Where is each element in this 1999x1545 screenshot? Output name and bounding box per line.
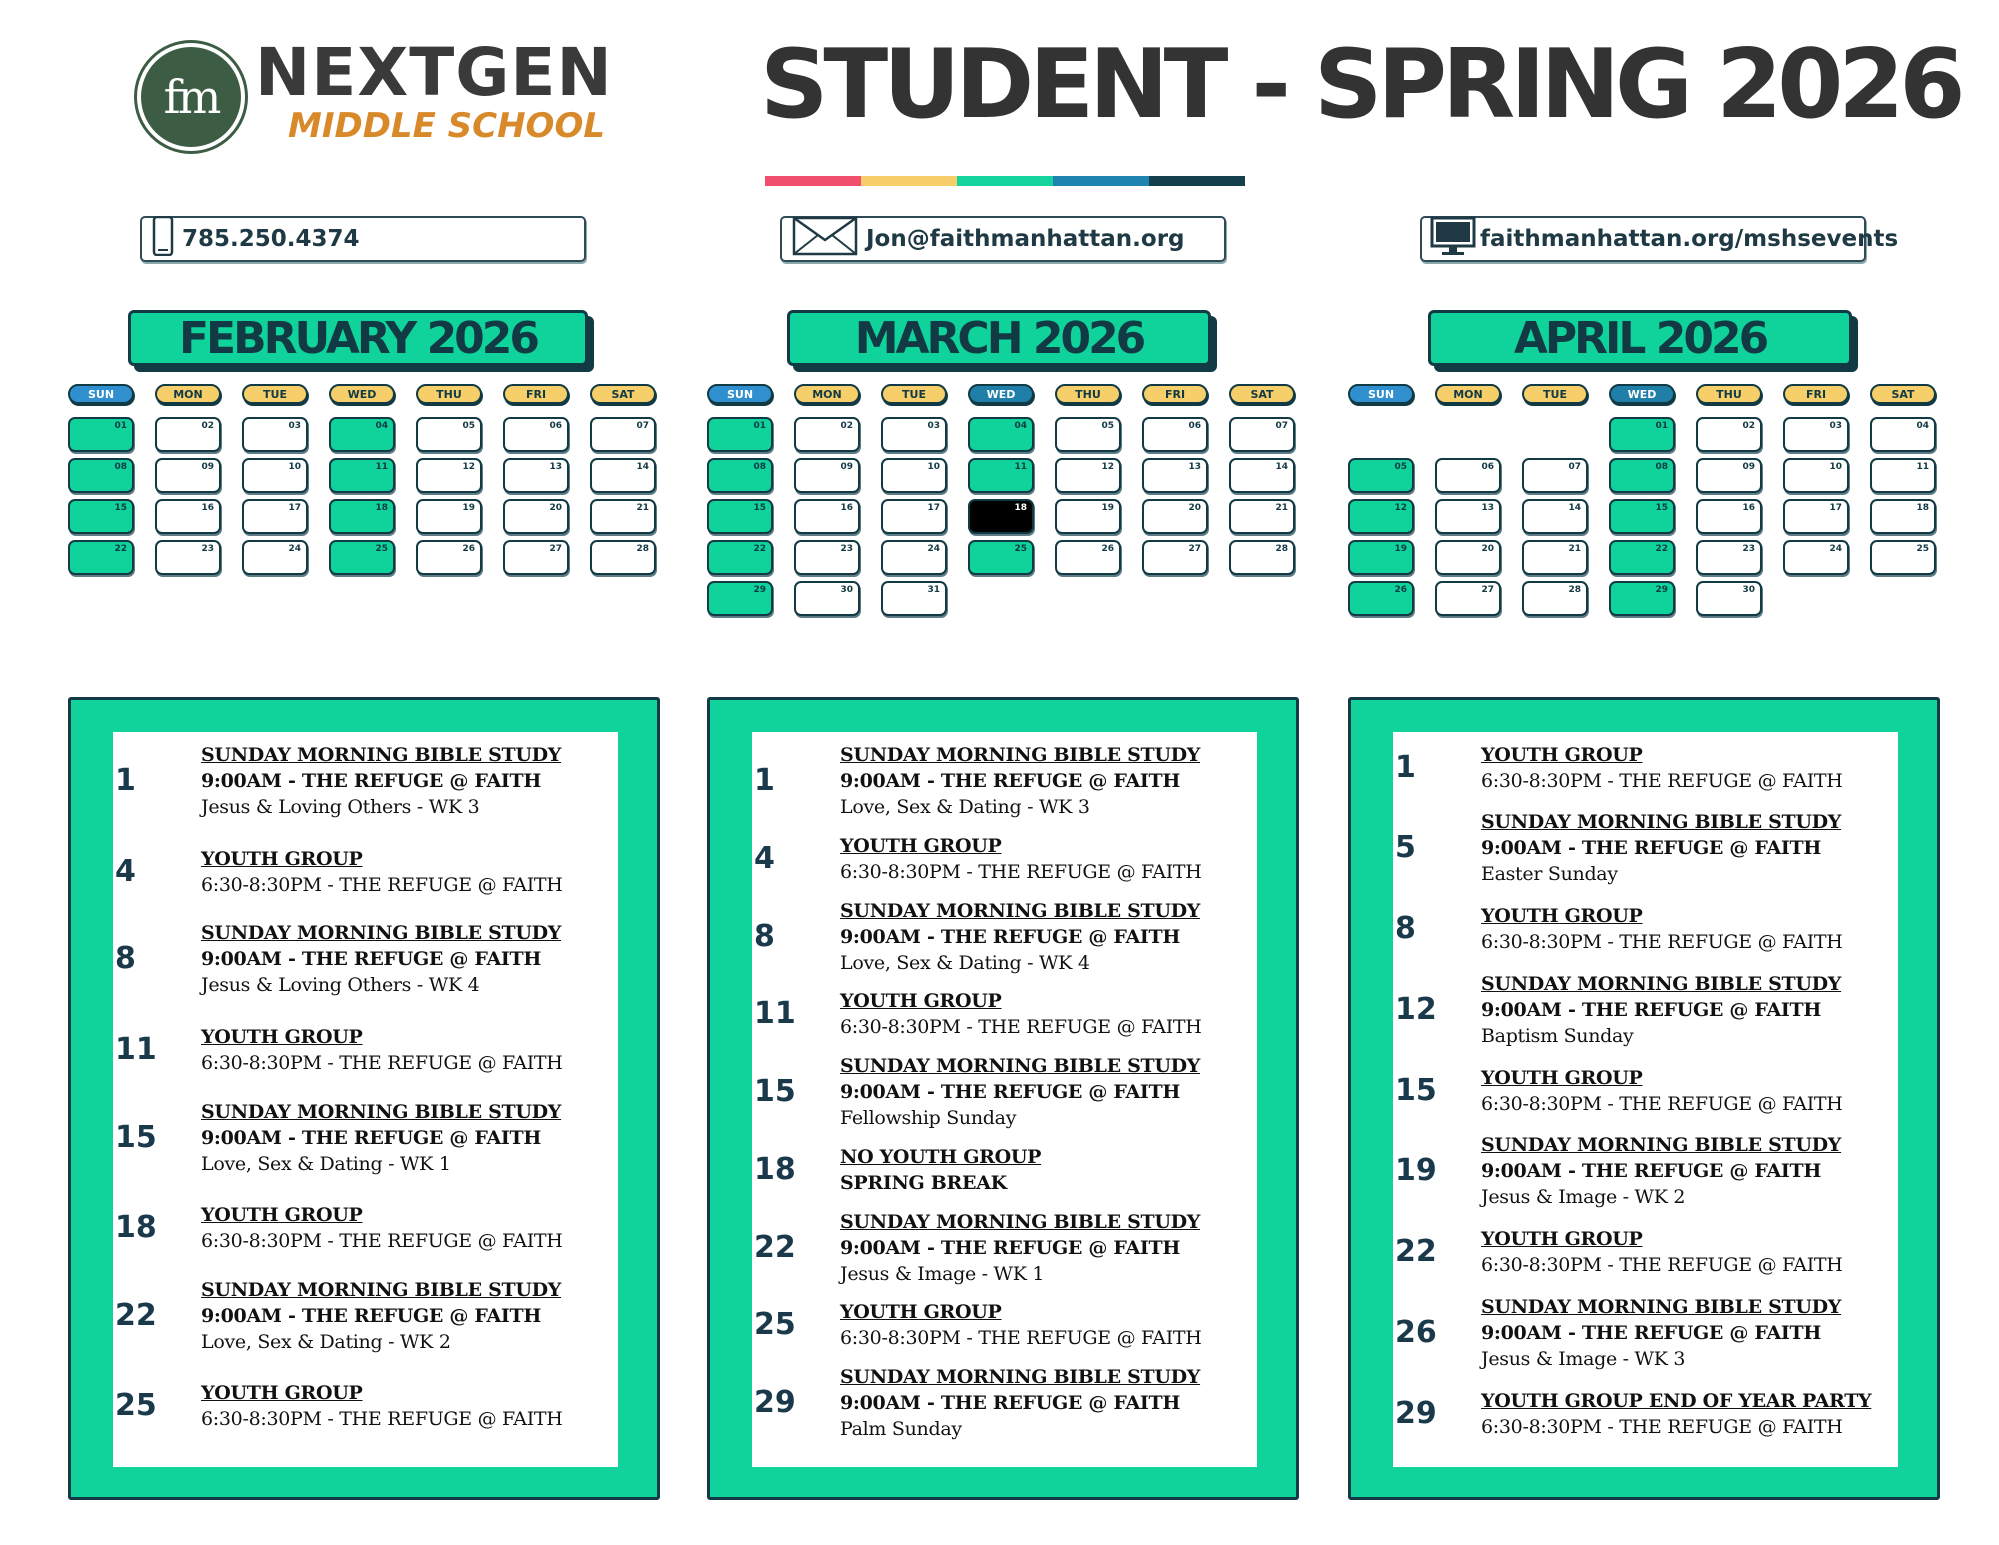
calendar-day-february-13: 13: [503, 458, 569, 493]
calendar-day-february-20: 20: [503, 499, 569, 534]
event-time: 6:30-8:30PM - THE REFUGE @ FAITH: [201, 873, 563, 896]
event-day-number: 1: [754, 763, 775, 798]
event-day-number: 8: [115, 941, 136, 977]
event-time: 9:00AM - THE REFUGE @ FAITH: [1481, 1321, 1822, 1344]
calendar-day-february-24: 24: [242, 540, 308, 575]
weekday-sun: SUN: [68, 384, 134, 404]
event-day-number: 15: [115, 1119, 157, 1155]
event-time: 6:30-8:30PM - THE REFUGE @ FAITH: [201, 1051, 563, 1074]
event-time: 9:00AM - THE REFUGE @ FAITH: [1481, 998, 1822, 1021]
calendar-day-february-23: 23: [155, 540, 221, 575]
event-title: YOUTH GROUP: [840, 1301, 1002, 1324]
calendar-day-april-26: 26: [1348, 581, 1414, 616]
calendar-day-february-11: 11: [329, 458, 395, 493]
phone-icon: [152, 216, 174, 262]
calendar-day-february-17: 17: [242, 499, 308, 534]
weekday-tue: TUE: [881, 384, 947, 404]
calendar-day-march-20: 20: [1142, 499, 1208, 534]
calendar-day-march-30: 30: [794, 581, 860, 616]
phone-box[interactable]: [140, 216, 586, 262]
event-day-number: 29: [1395, 1395, 1437, 1431]
events-panel-april: [1348, 697, 1940, 1500]
event-day-number: 11: [115, 1031, 157, 1067]
calendar-day-march-13: 13: [1142, 458, 1208, 493]
calendar-day-april-30: 30: [1696, 581, 1762, 616]
calendar-day-march-7: 07: [1229, 417, 1295, 452]
calendar-day-april-27: 27: [1435, 581, 1501, 616]
website-url: faithmanhattan.org/mshsevents: [1480, 226, 1899, 252]
event-title: YOUTH GROUP END OF YEAR PARTY: [1481, 1389, 1872, 1412]
event-time: 9:00AM - THE REFUGE @ FAITH: [201, 948, 542, 971]
event-day-number: 15: [754, 1074, 796, 1110]
logo-name: NEXTGEN: [255, 34, 613, 111]
events-list: [752, 732, 1257, 1467]
calendar-day-march-28: 28: [1229, 540, 1295, 575]
weekday-sun: SUN: [1348, 384, 1414, 404]
event-title: SUNDAY MORNING BIBLE STUDY: [840, 899, 1201, 922]
event-title: SUNDAY MORNING BIBLE STUDY: [1481, 1295, 1842, 1318]
event-topic: Jesus & Image - WK 3: [1481, 1347, 1686, 1370]
calendar-day-april-23: 23: [1696, 540, 1762, 575]
event-day-number: 4: [115, 853, 136, 889]
color-bar-segment: [861, 176, 957, 186]
event-day-number: 15: [1395, 1072, 1437, 1108]
event-title: YOUTH GROUP: [1481, 905, 1643, 928]
event-day-number: 1: [1395, 750, 1416, 785]
calendar-day-april-4: 04: [1870, 417, 1936, 452]
calendar-day-march-19: 19: [1055, 499, 1121, 534]
event-time: 9:00AM - THE REFUGE @ FAITH: [840, 770, 1181, 792]
event-day-number: 8: [1395, 911, 1416, 947]
events-panel-february: [68, 697, 660, 1500]
calendar-day-march-21: 21: [1229, 499, 1295, 534]
weekday-sat: SAT: [1870, 384, 1936, 404]
calendar-day-march-14: 14: [1229, 458, 1295, 493]
event-topic: Jesus & Loving Others - WK 3: [201, 796, 480, 818]
event-day-number: 22: [115, 1297, 157, 1333]
event-title: SUNDAY MORNING BIBLE STUDY: [1481, 811, 1842, 834]
event-topic: Jesus & Image - WK 2: [1481, 1186, 1686, 1209]
weekday-tue: TUE: [242, 384, 308, 404]
event-title: SUNDAY MORNING BIBLE STUDY: [840, 1210, 1201, 1233]
weekday-fri: FRI: [1783, 384, 1849, 404]
calendar-day-march-23: 23: [794, 540, 860, 575]
events-list: [1393, 732, 1898, 1467]
event-day-number: 26: [1395, 1314, 1437, 1350]
month-header-april: APRIL 2026: [1428, 310, 1852, 366]
event-time: 9:00AM - THE REFUGE @ FAITH: [840, 1081, 1181, 1104]
calendar-day-february-4: 04: [329, 417, 395, 452]
event-title: SUNDAY MORNING BIBLE STUDY: [201, 922, 562, 945]
calendar-day-april-17: 17: [1783, 499, 1849, 534]
event-time: 9:00AM - THE REFUGE @ FAITH: [840, 1236, 1181, 1259]
calendar-day-april-13: 13: [1435, 499, 1501, 534]
calendar-day-march-17: 17: [881, 499, 947, 534]
event-day-number: 22: [1395, 1234, 1437, 1270]
event-day-number: 4: [754, 840, 775, 876]
calendar-day-march-6: 06: [1142, 417, 1208, 452]
event-title: SUNDAY MORNING BIBLE STUDY: [840, 744, 1201, 766]
logo-subtitle: MIDDLE SCHOOL: [288, 106, 606, 146]
event-time: 6:30-8:30PM - THE REFUGE @ FAITH: [840, 1016, 1202, 1039]
event-title: SUNDAY MORNING BIBLE STUDY: [201, 1100, 562, 1123]
event-title: SUNDAY MORNING BIBLE STUDY: [840, 1055, 1201, 1078]
calendar-day-february-18: 18: [329, 499, 395, 534]
calendar-day-february-25: 25: [329, 540, 395, 575]
calendar-day-april-6: 06: [1435, 458, 1501, 493]
weekday-thu: THU: [416, 384, 482, 404]
events-panel-march: [707, 697, 1299, 1500]
calendar-day-april-14: 14: [1522, 499, 1588, 534]
calendar-day-march-24: 24: [881, 540, 947, 575]
calendar-day-april-15: 15: [1609, 499, 1675, 534]
weekday-sat: SAT: [1229, 384, 1295, 404]
weekday-mon: MON: [794, 384, 860, 404]
calendar-day-april-25: 25: [1870, 540, 1936, 575]
calendar-day-february-19: 19: [416, 499, 482, 534]
calendar-day-april-22: 22: [1609, 540, 1675, 575]
weekday-mon: MON: [1435, 384, 1501, 404]
event-time: 6:30-8:30PM - THE REFUGE @ FAITH: [201, 1230, 563, 1253]
calendar-day-april-24: 24: [1783, 540, 1849, 575]
calendar-day-april-20: 20: [1435, 540, 1501, 575]
event-topic: Love, Sex & Dating - WK 4: [840, 951, 1090, 974]
calendar-day-february-10: 10: [242, 458, 308, 493]
event-time: 9:00AM - THE REFUGE @ FAITH: [840, 925, 1181, 948]
calendar-day-february-12: 12: [416, 458, 482, 493]
event-title: SUNDAY MORNING BIBLE STUDY: [1481, 1134, 1842, 1157]
event-time: 9:00AM - THE REFUGE @ FAITH: [1481, 837, 1822, 860]
calendar-day-april-8: 08: [1609, 458, 1675, 493]
event-day-number: 18: [754, 1151, 796, 1187]
event-time: 9:00AM - THE REFUGE @ FAITH: [840, 1392, 1181, 1415]
event-title: SUNDAY MORNING BIBLE STUDY: [201, 744, 562, 766]
calendar-day-march-29: 29: [707, 581, 773, 616]
event-day-number: 18: [115, 1210, 157, 1246]
event-time: 6:30-8:30PM - THE REFUGE @ FAITH: [1481, 770, 1843, 792]
calendar-day-march-5: 05: [1055, 417, 1121, 452]
calendar-day-february-21: 21: [590, 499, 656, 534]
calendar-day-march-27: 27: [1142, 540, 1208, 575]
event-title: NO YOUTH GROUP: [840, 1145, 1042, 1168]
event-time: 6:30-8:30PM - THE REFUGE @ FAITH: [1481, 931, 1843, 954]
event-title: SUNDAY MORNING BIBLE STUDY: [201, 1278, 562, 1301]
weekday-thu: THU: [1055, 384, 1121, 404]
event-topic: Love, Sex & Dating - WK 1: [201, 1152, 451, 1175]
weekday-thu: THU: [1696, 384, 1762, 404]
calendar-day-february-28: 28: [590, 540, 656, 575]
calendar-day-february-26: 26: [416, 540, 482, 575]
event-time: 9:00AM - THE REFUGE @ FAITH: [1481, 1160, 1822, 1183]
event-day-number: 1: [115, 763, 136, 798]
calendar-day-april-12: 12: [1348, 499, 1414, 534]
event-time: 6:30-8:30PM - THE REFUGE @ FAITH: [1481, 1092, 1843, 1115]
month-header-march: MARCH 2026: [787, 310, 1211, 366]
event-time: 6:30-8:30PM - THE REFUGE @ FAITH: [840, 1327, 1202, 1350]
calendar-day-february-16: 16: [155, 499, 221, 534]
envelope-icon: [792, 216, 858, 262]
calendar-day-february-7: 07: [590, 417, 656, 452]
event-time: 6:30-8:30PM - THE REFUGE @ FAITH: [840, 860, 1202, 883]
calendar-day-march-8: 08: [707, 458, 773, 493]
calendar-day-february-27: 27: [503, 540, 569, 575]
calendar-day-march-4: 04: [968, 417, 1034, 452]
event-title: YOUTH GROUP: [201, 1025, 363, 1048]
event-topic: Love, Sex & Dating - WK 3: [840, 796, 1090, 818]
weekday-fri: FRI: [1142, 384, 1208, 404]
calendar-day-march-1: 01: [707, 417, 773, 452]
event-topic: Palm Sunday: [840, 1418, 962, 1441]
event-topic: Love, Sex & Dating - WK 2: [201, 1330, 451, 1353]
calendar-day-february-5: 05: [416, 417, 482, 452]
weekday-wed: WED: [329, 384, 395, 404]
event-time: 6:30-8:30PM - THE REFUGE @ FAITH: [1481, 1415, 1843, 1438]
calendar-day-february-1: 01: [68, 417, 134, 452]
event-title: YOUTH GROUP: [201, 847, 363, 870]
calendar-day-april-16: 16: [1696, 499, 1762, 534]
event-day-number: 25: [754, 1307, 796, 1343]
color-bar-segment: [1149, 176, 1245, 186]
event-topic: Easter Sunday: [1481, 863, 1618, 886]
email-address: Jon@faithmanhattan.org: [866, 226, 1185, 252]
event-title: YOUTH GROUP: [1481, 744, 1643, 766]
calendar-day-march-26: 26: [1055, 540, 1121, 575]
event-title: SUNDAY MORNING BIBLE STUDY: [840, 1366, 1201, 1389]
phone-number: 785.250.4374: [182, 226, 360, 252]
weekday-sun: SUN: [707, 384, 773, 404]
event-title: YOUTH GROUP: [840, 834, 1002, 857]
color-bar-segment: [1053, 176, 1149, 186]
email-box[interactable]: [780, 216, 1226, 262]
calendar-day-march-9: 09: [794, 458, 860, 493]
event-day-number: 11: [754, 996, 796, 1032]
calendar-day-march-3: 03: [881, 417, 947, 452]
calendar-day-march-16: 16: [794, 499, 860, 534]
calendar-day-march-11: 11: [968, 458, 1034, 493]
weekday-wed: WED: [1609, 384, 1675, 404]
color-bar: [765, 176, 1245, 186]
event-day-number: 5: [1395, 830, 1416, 866]
month-header-february: FEBRUARY 2026: [128, 310, 588, 366]
calendar-day-march-12: 12: [1055, 458, 1121, 493]
calendar-day-april-3: 03: [1783, 417, 1849, 452]
website-box[interactable]: [1420, 216, 1899, 262]
calendar-day-february-8: 08: [68, 458, 134, 493]
event-day-number: 25: [115, 1388, 157, 1424]
calendar-day-march-31: 31: [881, 581, 947, 616]
calendar-day-february-15: 15: [68, 499, 134, 534]
weekday-mon: MON: [155, 384, 221, 404]
event-title: SUNDAY MORNING BIBLE STUDY: [1481, 972, 1842, 995]
calendar-day-march-25: 25: [968, 540, 1034, 575]
calendar-day-february-2: 02: [155, 417, 221, 452]
calendar-day-april-10: 10: [1783, 458, 1849, 493]
event-topic: Baptism Sunday: [1481, 1024, 1634, 1047]
calendar-day-february-3: 03: [242, 417, 308, 452]
calendar-day-march-10: 10: [881, 458, 947, 493]
event-day-number: 12: [1395, 991, 1437, 1027]
calendar-day-april-7: 07: [1522, 458, 1588, 493]
calendar-day-april-21: 21: [1522, 540, 1588, 575]
event-topic: Jesus & Loving Others - WK 4: [201, 974, 480, 997]
event-day-number: 8: [754, 918, 775, 954]
event-topic: Jesus & Image - WK 1: [840, 1262, 1045, 1285]
calendar-day-february-9: 09: [155, 458, 221, 493]
event-time: 9:00AM - THE REFUGE @ FAITH: [201, 1304, 542, 1327]
event-title: YOUTH GROUP: [1481, 1228, 1643, 1251]
event-time: 9:00AM - THE REFUGE @ FAITH: [201, 770, 542, 792]
calendar-day-march-15: 15: [707, 499, 773, 534]
calendar-day-april-29: 29: [1609, 581, 1675, 616]
calendar-day-april-9: 09: [1696, 458, 1762, 493]
calendar-day-april-11: 11: [1870, 458, 1936, 493]
calendar-day-april-2: 02: [1696, 417, 1762, 452]
event-title: YOUTH GROUP: [840, 990, 1002, 1013]
monitor-icon: [1430, 216, 1476, 262]
event-title: YOUTH GROUP: [201, 1382, 363, 1405]
weekday-sat: SAT: [590, 384, 656, 404]
color-bar-segment: [765, 176, 861, 186]
calendar-day-april-19: 19: [1348, 540, 1414, 575]
calendar-day-february-6: 06: [503, 417, 569, 452]
logo-mark: fm: [137, 43, 245, 151]
calendar-day-april-1: 01: [1609, 417, 1675, 452]
event-time: SPRING BREAK: [840, 1171, 1007, 1194]
color-bar-segment: [957, 176, 1053, 186]
event-day-number: 29: [754, 1385, 796, 1421]
event-time: 6:30-8:30PM - THE REFUGE @ FAITH: [1481, 1254, 1843, 1277]
calendar-day-april-28: 28: [1522, 581, 1588, 616]
weekday-wed: WED: [968, 384, 1034, 404]
calendar-day-april-5: 05: [1348, 458, 1414, 493]
calendar-day-february-22: 22: [68, 540, 134, 575]
calendar-day-march-22: 22: [707, 540, 773, 575]
calendar-day-march-2: 02: [794, 417, 860, 452]
calendar-day-april-18: 18: [1870, 499, 1936, 534]
event-day-number: 19: [1395, 1153, 1437, 1189]
event-day-number: 22: [754, 1229, 796, 1265]
event-time: 9:00AM - THE REFUGE @ FAITH: [201, 1126, 542, 1149]
events-list: [113, 732, 618, 1467]
page-title: STUDENT - SPRING 2026: [760, 30, 1961, 140]
weekday-fri: FRI: [503, 384, 569, 404]
calendar-day-february-14: 14: [590, 458, 656, 493]
event-title: YOUTH GROUP: [201, 1204, 363, 1227]
weekday-tue: TUE: [1522, 384, 1588, 404]
event-topic: Fellowship Sunday: [840, 1107, 1017, 1130]
calendar-day-march-18: 18: [968, 499, 1034, 534]
event-title: YOUTH GROUP: [1481, 1066, 1643, 1089]
event-time: 6:30-8:30PM - THE REFUGE @ FAITH: [201, 1408, 563, 1431]
